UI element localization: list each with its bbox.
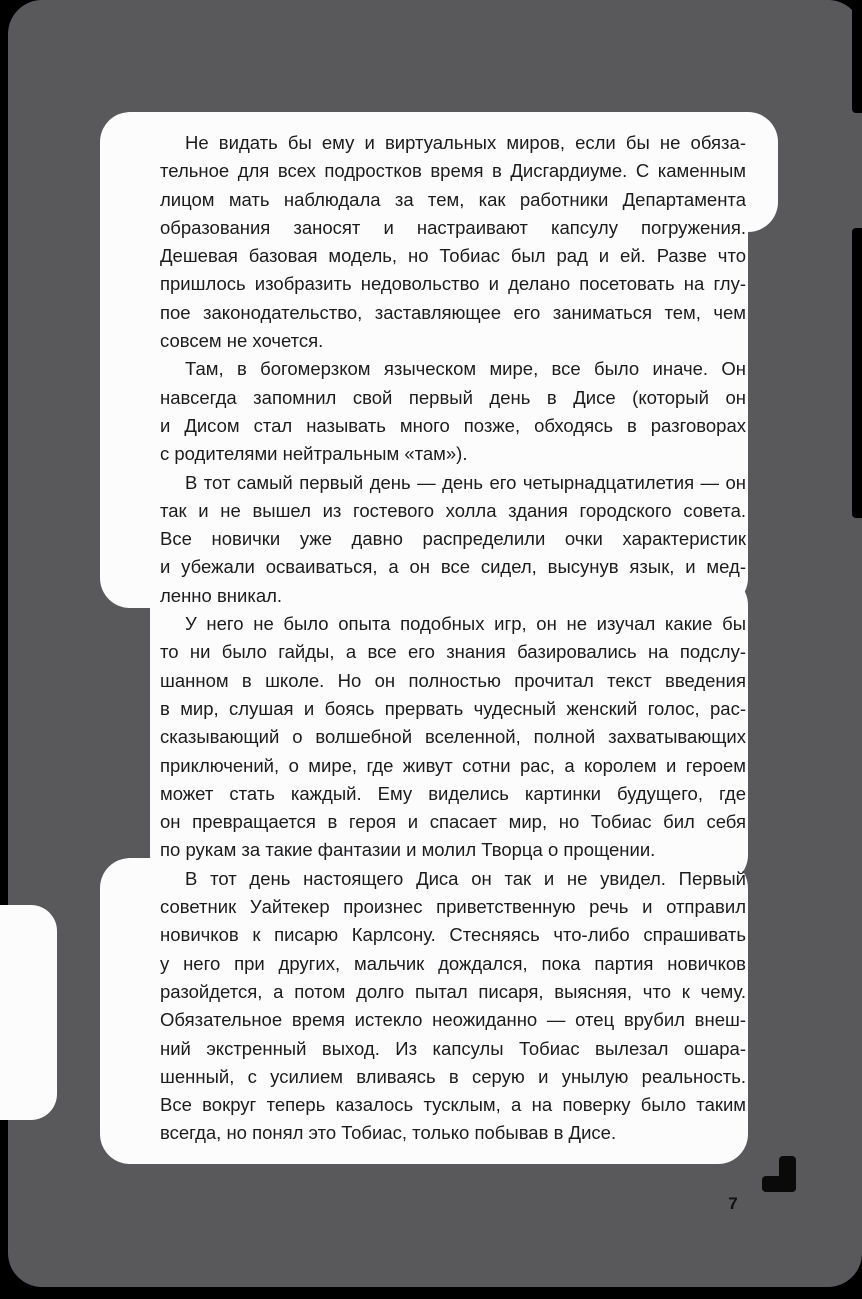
text-line: у него при других, мальчик дождался, пока партия новичков bbox=[160, 952, 746, 974]
text-line: новичков к писарю Карлсону. Стесняясь что-либо спрашивать bbox=[160, 924, 746, 946]
page-number: 7 bbox=[728, 1194, 738, 1213]
text-line: ленно вникал. bbox=[160, 584, 283, 606]
text-line: совсем не хочется. bbox=[160, 330, 324, 352]
text-line: и убежали осваиваться, а он все сидел, высунув язык, и мед- bbox=[160, 556, 746, 578]
text-line: Там, в богомерзком языческом мире, все было иначе. Он bbox=[185, 358, 746, 380]
text-line: шенный, с усилием вливаясь в серую и унылую реальность. bbox=[160, 1065, 746, 1087]
text-line: сказывающий о волшебной вселенной, полной захватывающих bbox=[160, 726, 746, 748]
text-block bbox=[160, 129, 746, 1148]
ornament-horizontal-bar bbox=[762, 1176, 796, 1192]
text-line: шанном в школе. Но он полностью прочитал текст введения bbox=[160, 669, 746, 691]
text-line: с родителями нейтральным «там»). bbox=[160, 443, 468, 465]
text-line: пое законодательство, заставляющее его заниматься тем, чем bbox=[160, 301, 746, 323]
text-line: может стать каждый. Ему виделись картинки будущего, где bbox=[160, 782, 746, 804]
text-line: ний экстренный выход. Из капсулы Тобиас вылезал ошара- bbox=[160, 1037, 746, 1059]
text-line: лицом мать наблюдала за тем, как работники Департамента bbox=[160, 188, 746, 210]
text-line: В тот самый первый день — день его четырнадцатилетия — он bbox=[185, 471, 746, 493]
text-line: советник Уайтекер произнес приветственную речь и отправил bbox=[160, 896, 746, 918]
text-line: Обязательное время истекло неожиданно — отец врубил внеш- bbox=[160, 1009, 746, 1031]
text-line: разойдется, а потом долго пытал писаря, выясняя, что к чему. bbox=[160, 980, 746, 1002]
text-line: приключений, о мире, где живут сотни рас, а королем и героем bbox=[160, 754, 746, 776]
text-line: образования заносят и настраивают капсулу погружения. bbox=[160, 216, 746, 238]
text-line: У него не было опыта подобных игр, он не изучал какие бы bbox=[185, 613, 746, 635]
text-line: и Дисом стал называть много позже, обходясь в разговорах bbox=[160, 414, 746, 436]
right-edge-bar-top bbox=[852, 0, 862, 113]
text-line: тельное для всех подростков время в Дисгардиуме. С каменным bbox=[160, 160, 746, 182]
left-edge-highlight bbox=[0, 905, 57, 1120]
page-corner-ornament-icon bbox=[762, 1156, 796, 1192]
text-line: навсегда запомнил свой первый день в Дисе (который он bbox=[160, 386, 746, 408]
right-edge-bar-middle bbox=[852, 228, 862, 518]
text-line: так и не вышел из гостевого холла здания городского совета. bbox=[160, 499, 746, 521]
text-line: Все вокруг теперь казалось тусклым, а на поверку было таким bbox=[160, 1094, 746, 1116]
text-line: Не видать бы ему и виртуальных миров, если бы не обяза- bbox=[185, 132, 746, 153]
text-line: он превращается в героя и спасает мир, но Тобиас бил себя bbox=[160, 811, 746, 833]
text-line: то ни было гайды, а все его знания базировались на подслу- bbox=[160, 641, 746, 663]
text-line: по рукам за такие фантазии и молил Творца о прощении. bbox=[160, 839, 656, 861]
text-line: пришлось изобразить недовольство и делано посетовать на глу- bbox=[160, 273, 746, 295]
text-line: В тот день настоящего Диса он так и не увидел. Первый bbox=[185, 867, 746, 889]
text-line: в мир, слушая и боясь прервать чудесный женский голос, рас- bbox=[160, 697, 746, 719]
text-line: Дешевая базовая модель, но Тобиас был рад и ей. Разве что bbox=[160, 245, 746, 267]
text-line: всегда, но понял это Тобиас, только побывав в Дисе. bbox=[160, 1122, 617, 1144]
text-line: Все новички уже давно распределили очки характеристик bbox=[160, 528, 746, 550]
